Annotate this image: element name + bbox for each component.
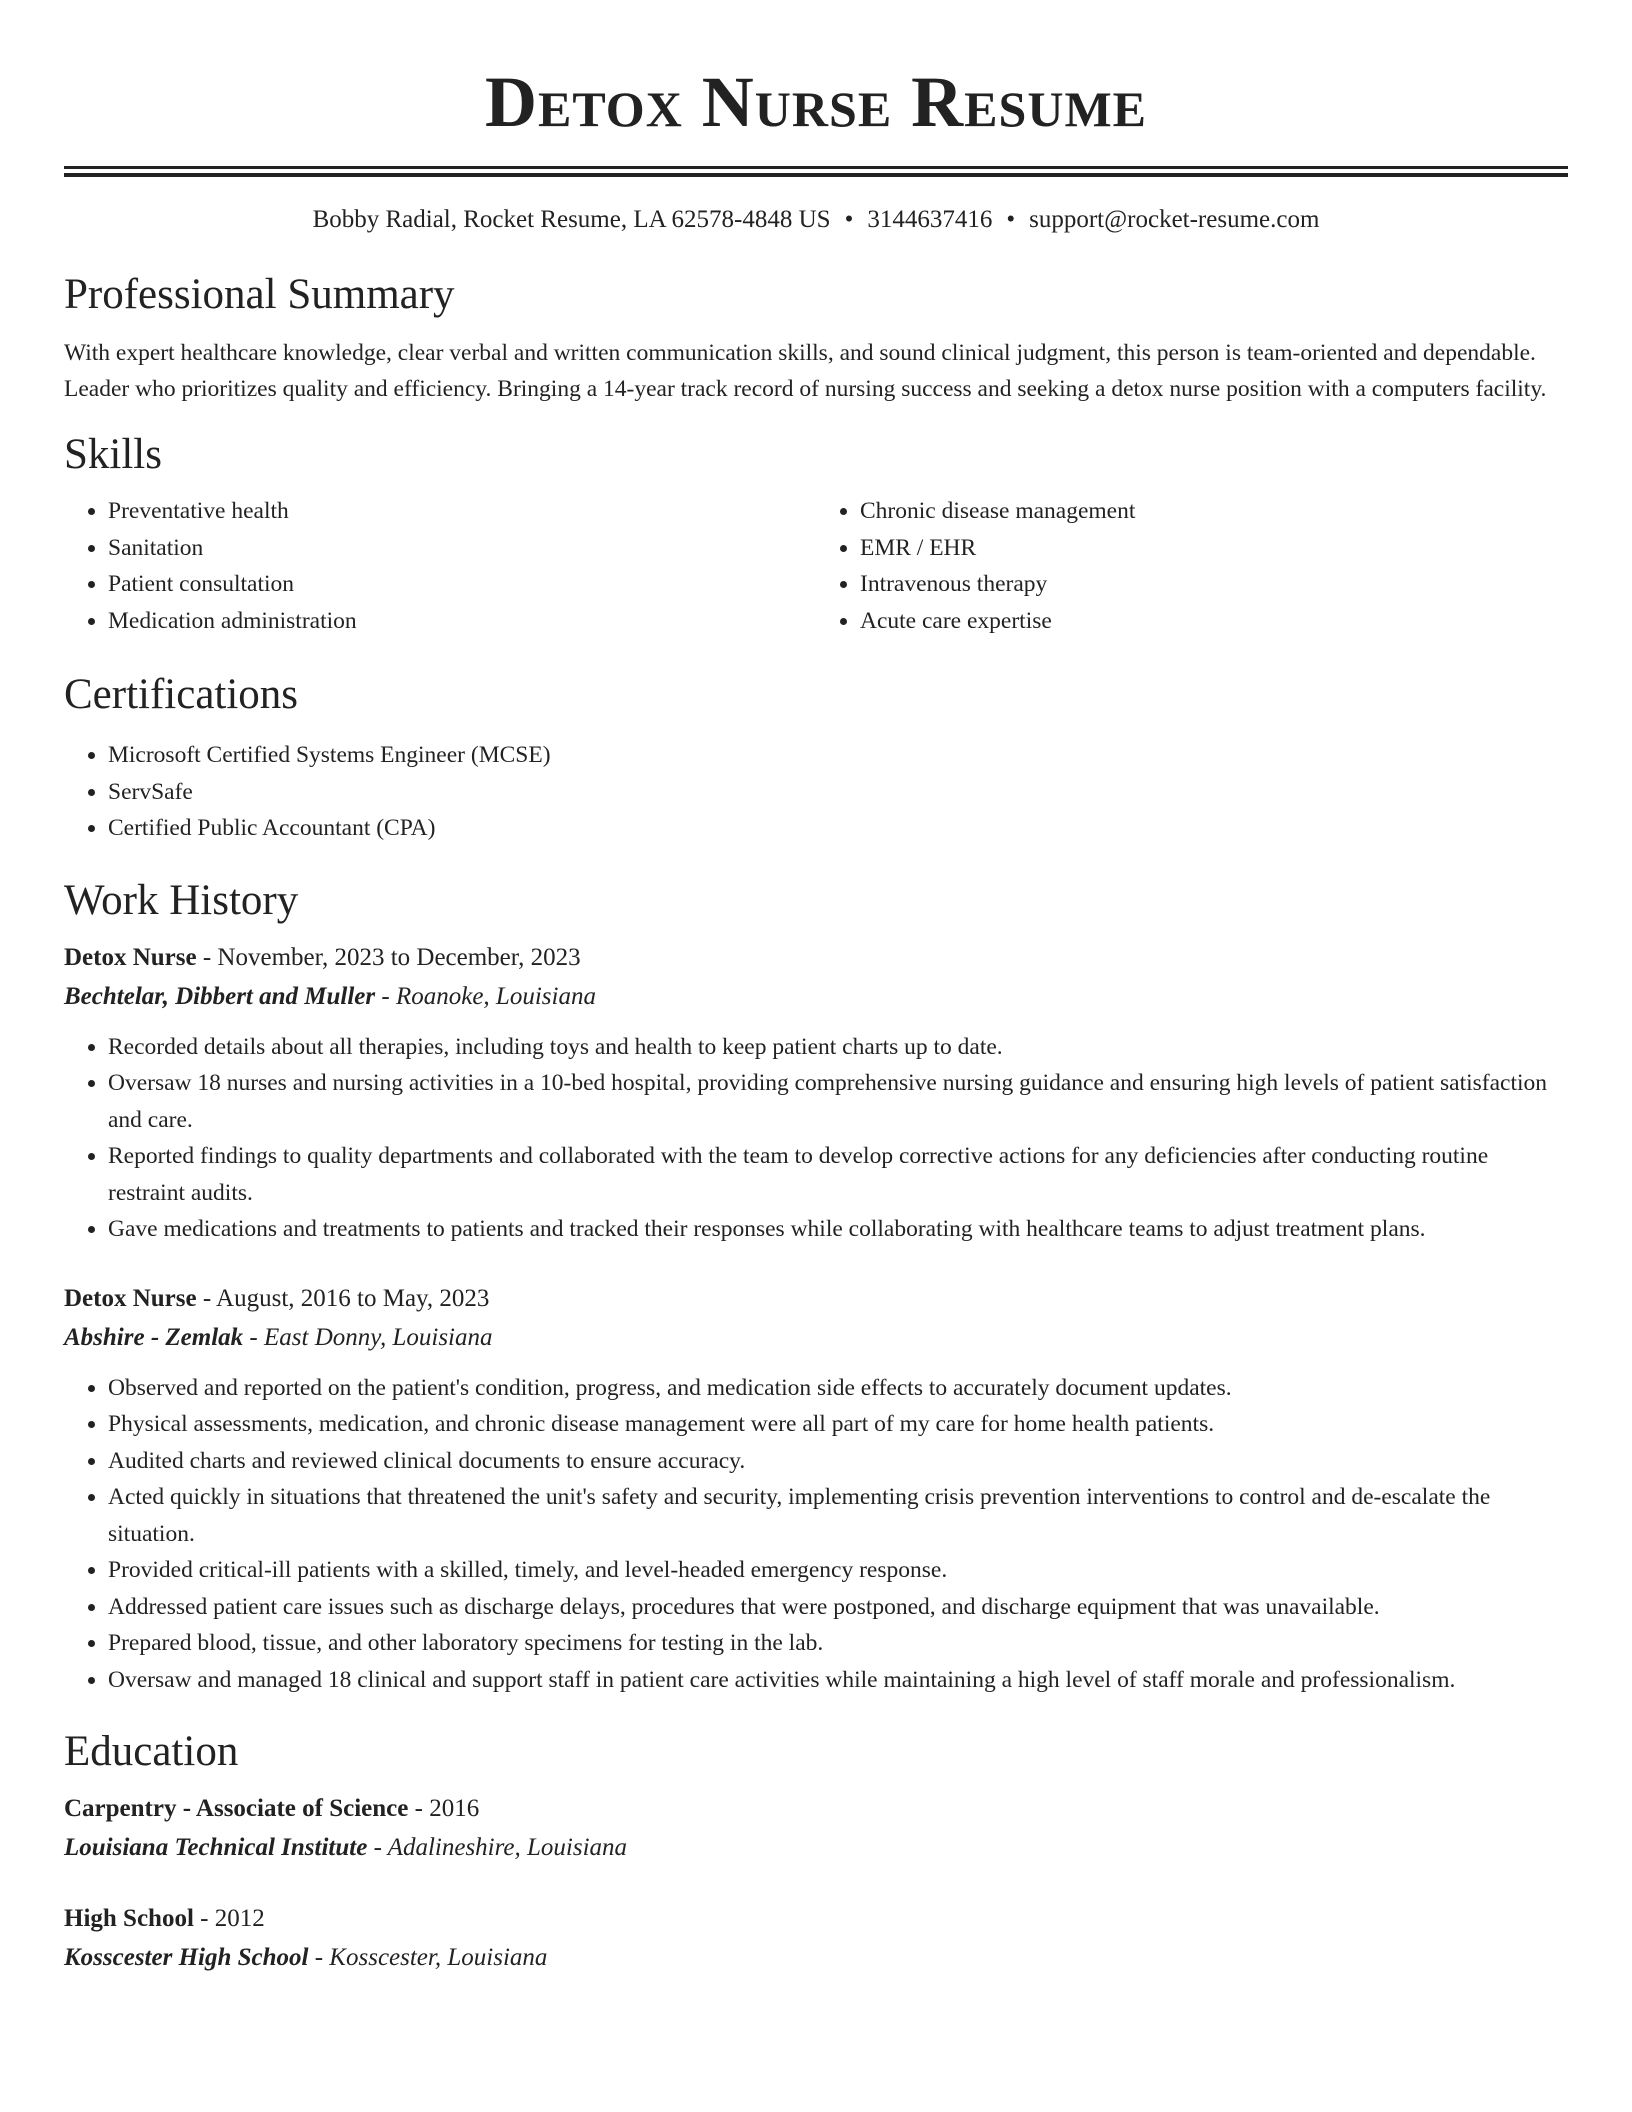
list-item: • Medication administration	[108, 603, 816, 640]
skills-list-left	[64, 493, 816, 639]
list-item: • Chronic disease management	[860, 493, 1568, 530]
job-title: Detox Nurse	[64, 943, 197, 971]
list-item: • Observed and reported on the patient's condition, progress, and medication side effects to accurately document updates.	[108, 1370, 1568, 1407]
job-entry	[64, 939, 1568, 1248]
list-item: • ServSafe	[108, 774, 1568, 811]
work-history-heading: Work History	[64, 876, 299, 924]
job-dates: - August, 2016 to May, 2023	[196, 1284, 490, 1312]
education-degree-line	[64, 1790, 1568, 1828]
job-title: Detox Nurse	[64, 1284, 197, 1312]
education-entry	[64, 1790, 1568, 1868]
list-item: • Oversaw 18 nurses and nursing activities in a 10-bed hospital, providing comprehensive nursing guidance and ensuring high levels of patient satisfaction and care.	[108, 1065, 1568, 1138]
list-item: • Certified Public Accountant (CPA)	[108, 810, 1568, 847]
job-title-line	[64, 939, 1568, 977]
list-item: • Intravenous therapy	[860, 566, 1568, 603]
job-company: Abshire - Zemlak	[64, 1323, 244, 1351]
education-degree: High School	[64, 1905, 194, 1932]
list-item: • Patient consultation	[108, 566, 816, 603]
job-bullets	[64, 1370, 1568, 1699]
skills-heading: Skills	[64, 431, 162, 478]
contact-address: Bobby Radial, Rocket Resume, LA 62578-4848 US	[312, 206, 831, 233]
job-title-line	[64, 1280, 1568, 1318]
list-item: • Physical assessments, medication, and chronic disease management were all part of my care for home health patients.	[108, 1406, 1568, 1443]
job-bullets	[64, 1029, 1568, 1248]
education-heading: Education	[64, 1728, 239, 1775]
list-item: • Preventative health	[108, 493, 816, 530]
list-item: • Recorded details about all therapies, including toys and health to keep patient charts up to date.	[108, 1029, 1568, 1066]
list-item: • Acted quickly in situations that threatened the unit's safety and security, implementing crisis prevention interventions to control and de-escalate the situation.	[108, 1479, 1568, 1552]
education-school-line	[64, 1828, 1568, 1868]
job-company-line	[64, 1318, 1568, 1358]
job-dates: - November, 2023 to December, 2023	[196, 943, 581, 971]
contact-separator: •	[844, 206, 854, 233]
job-company: Bechtelar, Dibbert and Muller	[64, 982, 376, 1010]
job-entry	[64, 1280, 1568, 1699]
contact-line	[64, 203, 1568, 237]
education-year: - 2016	[408, 1795, 480, 1822]
list-item: • Acute care expertise	[860, 603, 1568, 640]
skills-columns	[64, 493, 1568, 639]
education-year: - 2012	[193, 1905, 265, 1932]
contact-email: support@rocket-resume.com	[1029, 206, 1320, 233]
job-company-line	[64, 977, 1568, 1017]
certifications-list	[64, 737, 1568, 847]
summary-text: With expert healthcare knowledge, clear verbal and written communication skills, and sound clinical judgment, this person is team-oriented and dependable. Leader who prioritizes quality and efficiency. Bringing a 14-year track record of nursing success and seeking a detox nurse position with a computers facility.	[64, 340, 1547, 402]
work-history-section	[64, 875, 1568, 1699]
skills-list-right	[816, 493, 1568, 639]
list-item: • Prepared blood, tissue, and other laboratory specimens for testing in the lab.	[108, 1625, 1568, 1662]
list-item: • EMR / EHR	[860, 530, 1568, 567]
education-entry	[64, 1900, 1568, 1978]
education-school: Louisiana Technical Institute	[64, 1834, 368, 1861]
education-location: - Kosscester, Louisiana	[308, 1944, 548, 1971]
certifications-heading: Certifications	[64, 671, 299, 718]
list-item: • Sanitation	[108, 530, 816, 567]
education-section	[64, 1726, 1568, 1978]
contact-separator: •	[1006, 206, 1016, 233]
list-item: • Oversaw and managed 18 clinical and support staff in patient care activities while maintaining a high level of staff morale and professionalism.	[108, 1662, 1568, 1699]
summary-section	[64, 269, 1568, 407]
list-item: • Provided critical-ill patients with a skilled, timely, and level-headed emergency response.	[108, 1552, 1568, 1589]
resume-title: Detox Nurse Resume	[485, 62, 1147, 142]
list-item: • Audited charts and reviewed clinical documents to ensure accuracy.	[108, 1443, 1568, 1480]
education-school-line	[64, 1938, 1568, 1978]
summary-heading: Professional Summary	[64, 271, 455, 318]
skills-section	[64, 429, 1568, 639]
education-school: Kosscester High School	[64, 1944, 309, 1971]
education-degree-line	[64, 1900, 1568, 1938]
list-item: • Reported findings to quality departments and collaborated with the team to develop corrective actions for any deficiencies after conducting routine restraint audits.	[108, 1138, 1568, 1211]
list-item: • Gave medications and treatments to patients and tracked their responses while collaborating with healthcare teams to adjust treatment plans.	[108, 1211, 1568, 1248]
education-location: - Adalineshire, Louisiana	[367, 1834, 628, 1861]
job-location: - Roanoke, Louisiana	[375, 982, 596, 1010]
certifications-section	[64, 669, 1568, 847]
contact-phone: 3144637416	[867, 206, 993, 233]
title-divider	[64, 166, 1568, 177]
list-item: • Microsoft Certified Systems Engineer (MCSE)	[108, 737, 1568, 774]
list-item: • Addressed patient care issues such as discharge delays, procedures that were postponed, and discharge equipment that was unavailable.	[108, 1589, 1568, 1626]
education-degree: Carpentry - Associate of Science	[64, 1795, 409, 1822]
job-location: - East Donny, Louisiana	[243, 1323, 493, 1351]
